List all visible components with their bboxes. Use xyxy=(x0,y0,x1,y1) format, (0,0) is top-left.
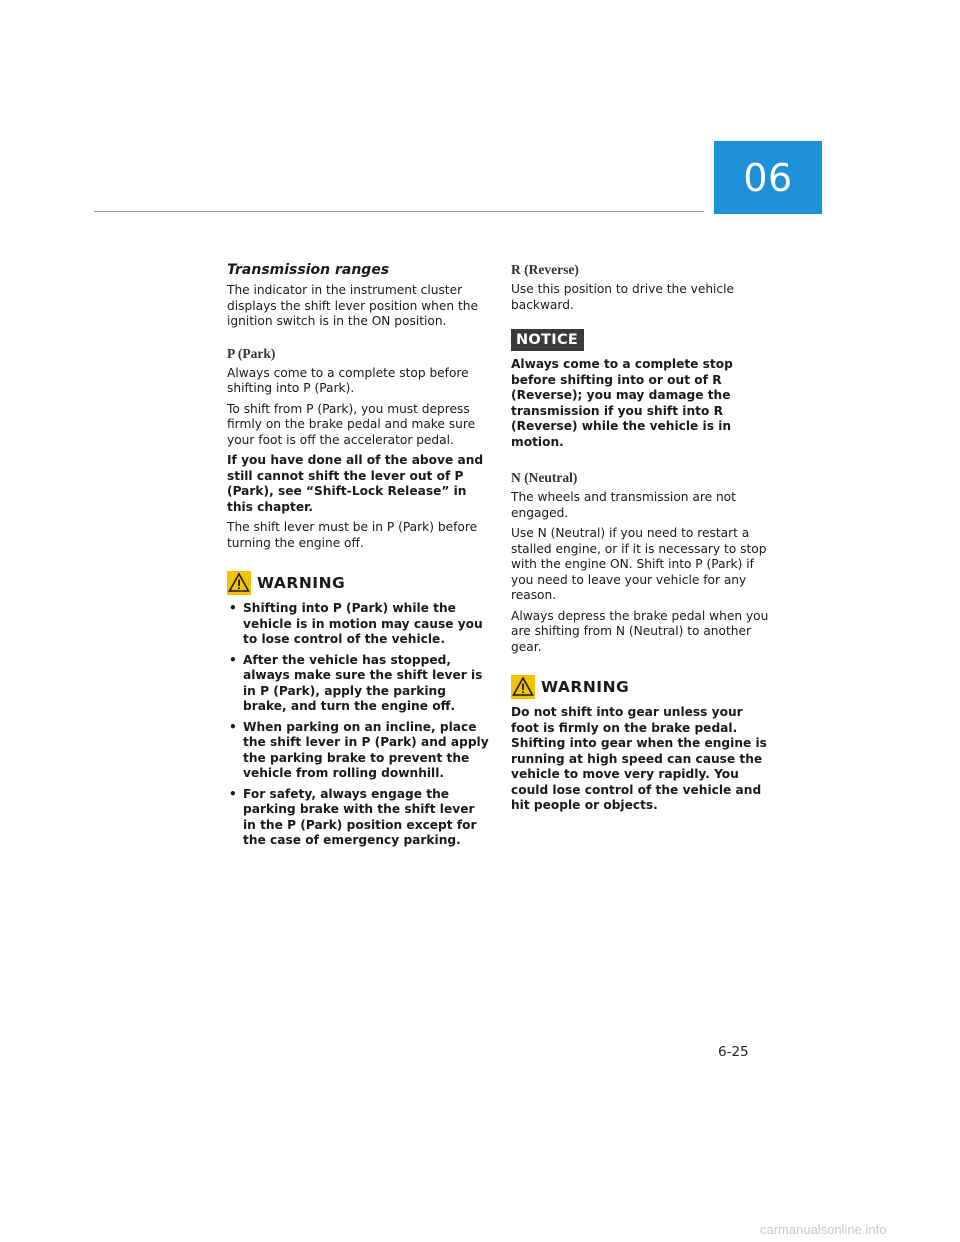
intro-paragraph: The indicator in the instrument cluster displays the shift lever position when the ignition switch is in the ON position. xyxy=(227,283,478,328)
warning-item: • After the vehicle has stopped, always make sure the shift lever is in P (Park), apply the parking brake, and turn the engine off. xyxy=(227,653,489,715)
warning-text: Do not shift into gear unless your foot is firmly on the brake pedal. Shifting into gear when the engine is running at high speed can cause the vehicle to move very rapidly. You could lose control of the vehicle and hit people or objects. xyxy=(511,705,767,812)
warning-label: WARNING xyxy=(541,678,630,696)
notice-text: Always come to a complete stop before shifting into or out of R (Reverse); you may damage the transmission if you shift into R (Reverse) while the vehicle is in motion. xyxy=(511,357,733,449)
park-heading: P (Park) xyxy=(227,345,276,361)
watermark: carmanualsonline.info xyxy=(760,1222,887,1237)
warning-item: • For safety, always engage the parking brake with the shift lever in the P (Park) position except for the case of emergency parking. xyxy=(227,787,489,849)
warning-header xyxy=(511,675,773,699)
park-paragraph-2: To shift from P (Park), you must depress firmly on the brake pedal and make sure your foot is off the accelerator pedal. xyxy=(227,401,476,447)
warning-item: • Shifting into P (Park) while the vehicle is in motion may cause you to lose control of the vehicle. xyxy=(227,601,489,648)
neutral-paragraph-3: Always depress the brake pedal when you are shifting from N (Neutral) to another gear. xyxy=(511,608,769,654)
park-paragraph-4: The shift lever must be in P (Park) before turning the engine off. xyxy=(227,520,478,550)
warning-list xyxy=(227,601,489,849)
left-column xyxy=(227,262,489,854)
warning-triangle-icon xyxy=(511,675,535,699)
neutral-paragraph-2: Use N (Neutral) if you need to restart a stalled engine, or if it is necessary to stop with the engine ON. Shift into P (Park) if you need to leave your vehicle for any reason. xyxy=(511,526,767,602)
notice-badge: NOTICE xyxy=(511,329,584,351)
page-number: 6-25 xyxy=(718,1044,749,1060)
chapter-tab: 06 xyxy=(714,141,822,214)
reverse-paragraph: Use this position to drive the vehicle backward. xyxy=(511,282,735,312)
warning-item: • When parking on an incline, place the shift lever in P (Park) and apply the parking brake to prevent the vehicle from rolling downhill. xyxy=(227,720,489,782)
warning-triangle-icon xyxy=(227,571,251,595)
park-paragraph-3: If you have done all of the above and still cannot shift the lever out of P (Park), see “Shift-Lock Release” in this chapter. xyxy=(227,453,484,514)
warning-label: WARNING xyxy=(257,574,346,592)
right-column xyxy=(511,262,773,819)
neutral-heading: N (Neutral) xyxy=(511,470,578,485)
header-rule xyxy=(94,211,704,212)
reverse-heading: R (Reverse) xyxy=(511,262,579,277)
warning-header xyxy=(227,571,489,595)
neutral-paragraph-1: The wheels and transmission are not engaged. xyxy=(511,490,736,520)
section-heading: Transmission ranges xyxy=(227,262,390,278)
park-paragraph-1: Always come to a complete stop before shifting into P (Park). xyxy=(227,365,469,395)
